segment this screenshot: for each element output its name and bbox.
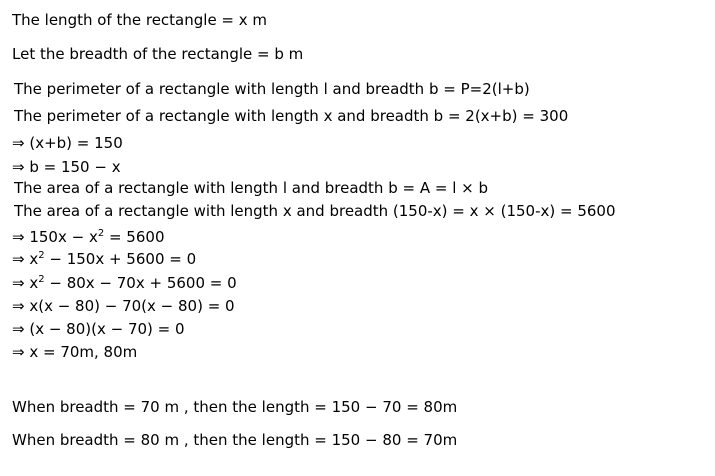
area-formula: The area of a rectangle with length l and breadth b = A = l × b (14, 179, 488, 197)
perimeter-equation: The perimeter of a rectangle with length x and breadth b = 2(x+b) = 300 (14, 107, 569, 125)
step-split-left: ⇒ x (12, 274, 39, 292)
step-breadth: ⇒ b = 150 − x (12, 158, 121, 176)
breadth-definition: Let the breadth of the rectangle = b m (12, 45, 304, 63)
step-split (12, 273, 237, 293)
length-definition: The length of the rectangle = x m (12, 11, 268, 29)
conclusion-breadth-80: When breadth = 80 m , then the length = 150 − 80 = 70m (12, 431, 458, 449)
step-sum: ⇒ (x+b) = 150 (12, 134, 123, 152)
step-group: ⇒ x(x − 80) − 70(x − 80) = 0 (12, 297, 235, 315)
conclusion-breadth-70: When breadth = 70 m , then the length = 150 − 70 = 80m (12, 398, 458, 416)
area-equation: The area of a rectangle with length x and breadth (150-x) = x × (150-x) = 5600 (14, 202, 616, 220)
step-expand (12, 227, 164, 247)
step-quadratic (12, 249, 196, 269)
step-factor: ⇒ (x − 80)(x − 70) = 0 (12, 320, 185, 338)
step-roots: ⇒ x = 70m, 80m (12, 343, 138, 361)
step-split-right: − 80x − 70x + 5600 = 0 (44, 274, 237, 292)
step-expand-right: = 5600 (104, 228, 165, 246)
exponent: 2 (38, 274, 45, 285)
step-quadratic-right: − 150x + 5600 = 0 (44, 250, 197, 268)
perimeter-formula: The perimeter of a rectangle with length l and breadth b = P=2(l+b) (14, 80, 530, 98)
step-quadratic-left: ⇒ x (12, 250, 39, 268)
step-expand-left: ⇒ 150x − x (12, 228, 98, 246)
exponent: 2 (97, 228, 105, 239)
exponent: 2 (38, 250, 45, 261)
